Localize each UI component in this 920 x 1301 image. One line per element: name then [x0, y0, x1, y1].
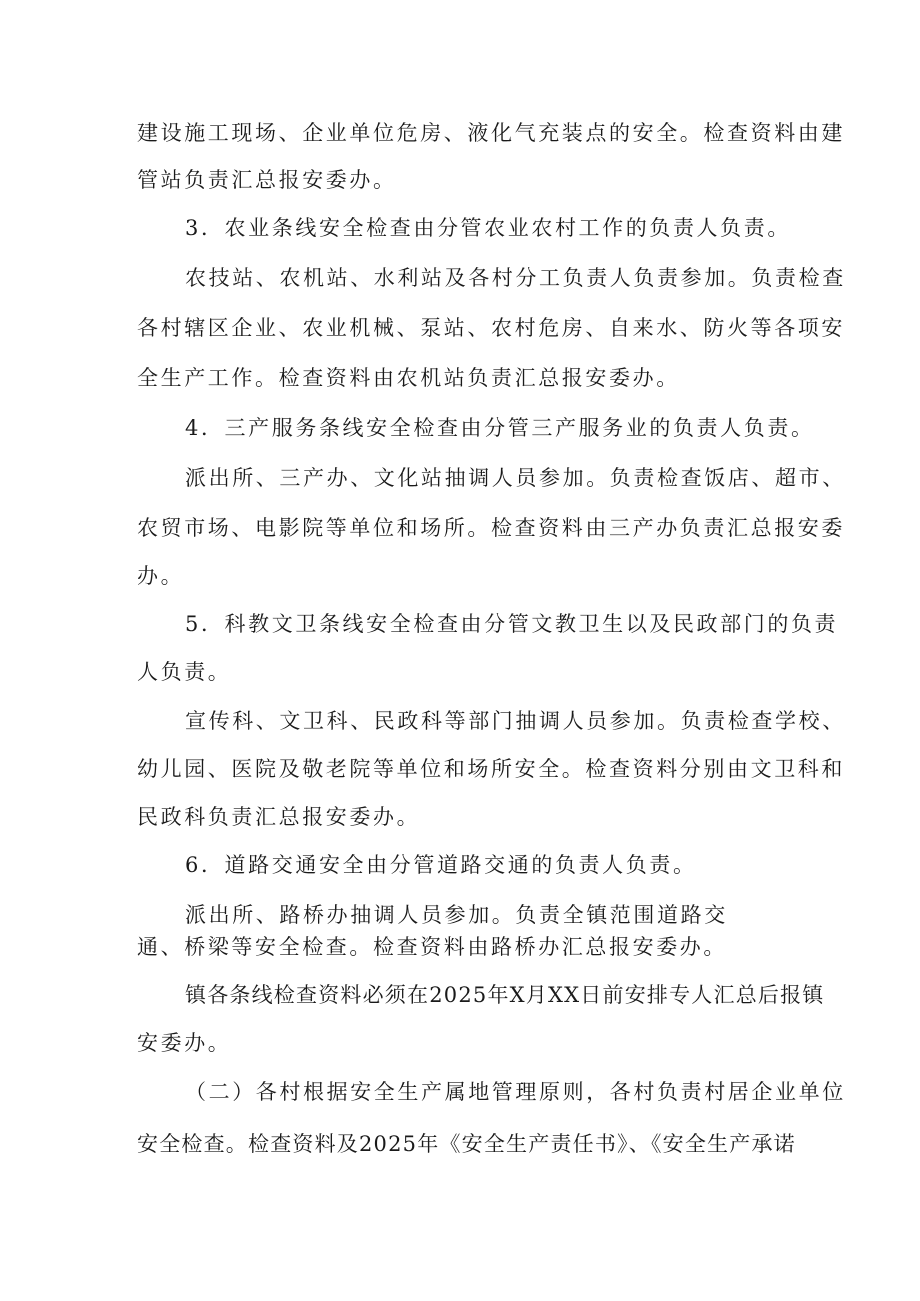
paragraph-line: 派出所、三产办、文化站抽调人员参加。负责检查饭店、超市、: [185, 466, 846, 490]
paragraph-line: 通、桥梁等安全检查。检查资料由路桥办汇总报安委办。: [137, 935, 727, 959]
paragraph-line: 安全检查。检查资料及2025年《安全生产责任书》、《安全生产承诺: [137, 1132, 796, 1156]
paragraph-line: 宣传科、文卫科、民政科等部门抽调人员参加。负责检查学校、: [185, 709, 846, 733]
paragraph-line: 建设施工现场、企业单位危房、液化气充装点的安全。检查资料由建: [137, 121, 845, 145]
section-heading-6: 6．道路交通安全由分管道路交通的负责人负责。: [185, 853, 697, 877]
paragraph-line: 安委办。: [137, 1031, 232, 1055]
section-heading-3: 3．农业条线安全检查由分管农业农村工作的负责人负责。: [185, 216, 791, 240]
paragraph-line: 民政科负责汇总报安委办。: [137, 805, 421, 829]
paragraph-line: 镇各条线检查资料必须在2025年X月XX日前安排专人汇总后报镇: [185, 983, 825, 1007]
paragraph-line: 农贸市场、电影院等单位和场所。检查资料由三产办负责汇总报安委: [137, 516, 845, 540]
paragraph-line: 办。: [137, 564, 185, 588]
section-heading-2: （二）各村根据安全生产属地管理原则，各村负责村居企业单位: [185, 1080, 846, 1104]
paragraph-line: 农技站、农机站、水利站及各村分工负责人负责参加。负责检查: [185, 266, 846, 290]
paragraph-line: 派出所、路桥办抽调人员参加。负责全镇范围道路交: [185, 903, 728, 927]
paragraph-line: 管站负责汇总报安委办。: [137, 168, 397, 192]
section-heading-5: 5．科教文卫条线安全检查由分管文教卫生以及民政部门的负责: [185, 612, 839, 636]
section-heading-4: 4．三产服务条线安全检查由分管三产服务业的负责人负责。: [185, 416, 815, 440]
paragraph-line: 幼儿园、医院及敬老院等单位和场所安全。检查资料分别由文卫科和: [137, 757, 845, 781]
paragraph-line: 人负责。: [137, 660, 232, 684]
paragraph-line: 各村辖区企业、农业机械、泵站、农村危房、自来水、防火等各项安: [137, 316, 845, 340]
paragraph-line: 全生产工作。检查资料由农机站负责汇总报安委办。: [137, 366, 680, 390]
